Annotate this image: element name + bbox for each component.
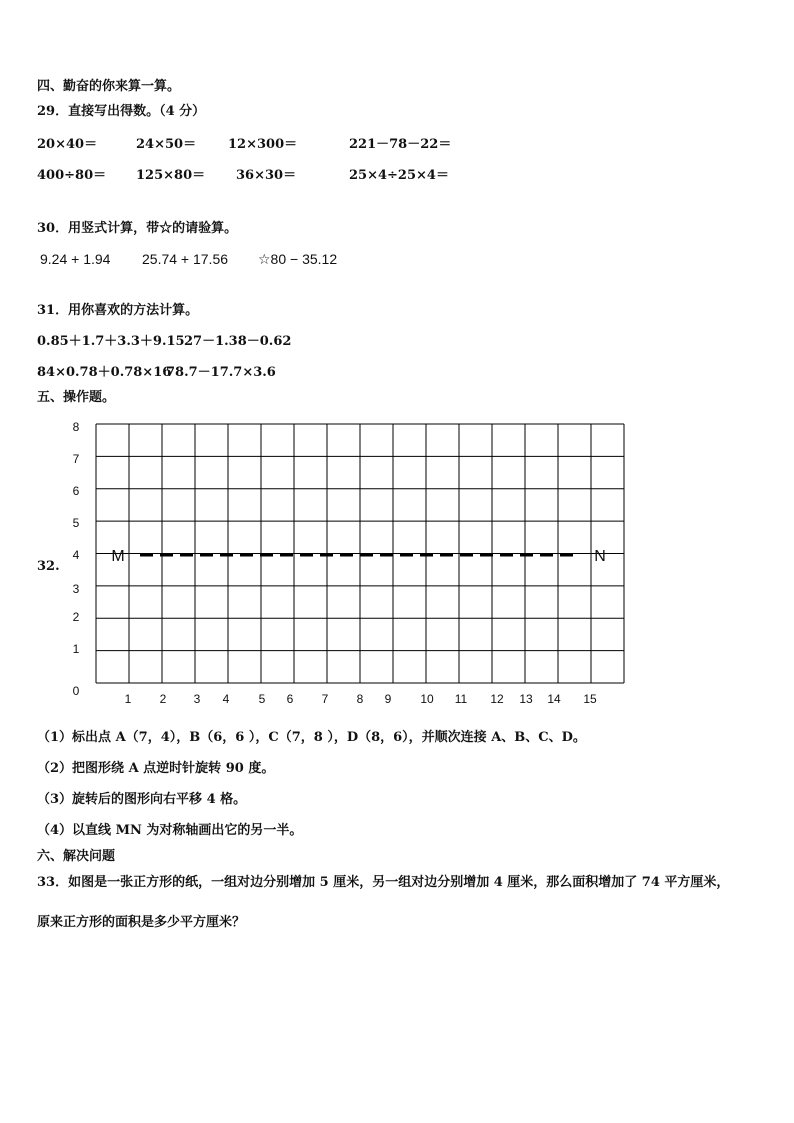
x-tick-label: 13	[519, 692, 533, 706]
question-29-title: 29．直接写出得数。（4 分）	[37, 104, 206, 119]
question-30-title: 30．用竖式计算，带☆的请验算。	[37, 221, 238, 236]
x-tick-label: 10	[420, 692, 434, 706]
q30-item-3: ☆80 − 35.12	[258, 251, 338, 267]
y-tick-label: 7	[72, 452, 80, 466]
q29-item-7: 36×30＝	[236, 168, 297, 183]
section-5-heading: 五、操作题。	[37, 390, 116, 405]
q29-item-4: 221－78－22＝	[349, 137, 452, 152]
question-33-line-2: 原来正方形的面积是多少平方厘米？	[37, 915, 246, 930]
q32-sub-4: （4）以直线 MN 为对称轴画出它的另一半。	[37, 823, 303, 838]
q30-item-2: 25.74 + 17.56	[142, 251, 229, 267]
x-tick-label: 12	[490, 692, 504, 706]
q29-item-2: 24×50＝	[136, 137, 197, 152]
q32-sub-1: （1）标出点 A（7，4），B（6，6 ），C（7，8 ），D（8，6），并顺次连接 A、B、C、D。	[37, 730, 586, 745]
x-tick-label: 3	[193, 692, 201, 706]
y-tick-label: 6	[72, 484, 80, 498]
section-6-heading: 六、解决问题	[37, 849, 116, 864]
x-tick-label: 15	[583, 692, 597, 706]
x-tick-label: 9	[384, 692, 392, 706]
x-tick-label: 5	[258, 692, 266, 706]
question-33-line-1: 33．如图是一张正方形的纸，一组对边分别增加 5 厘米，另一组对边分别增加 4 厘米，那么面积增加了 74 平方厘米，	[37, 875, 730, 890]
q32-sub-3: （3）旋转后的图形向右平移 4 格。	[37, 792, 247, 807]
label-n: N	[594, 548, 606, 565]
x-tick-label: 14	[547, 692, 561, 706]
y-tick-label: 2	[72, 610, 80, 624]
y-tick-label: 4	[72, 548, 80, 562]
question-31-title: 31．用你喜欢的方法计算。	[37, 303, 199, 318]
y-tick-label: 1	[72, 642, 80, 656]
x-tick-label: 4	[222, 692, 230, 706]
x-tick-label: 11	[454, 692, 468, 706]
q29-item-5: 400÷80＝	[37, 168, 107, 183]
x-tick-label: 2	[159, 692, 167, 706]
y-tick-label: 8	[72, 420, 80, 434]
q29-item-8: 25×4÷25×4＝	[349, 168, 449, 183]
y-tick-label: 3	[72, 582, 80, 596]
q32-sub-2: （2）把图形绕 A 点逆时针旋转 90 度。	[37, 761, 275, 776]
q29-item-3: 12×300＝	[228, 137, 298, 152]
q29-item-6: 125×80＝	[136, 168, 206, 183]
y-tick-label: 5	[72, 516, 80, 530]
section-4-heading: 四、勤奋的你来算一算。	[37, 79, 181, 94]
x-tick-label: 8	[356, 692, 364, 706]
q30-item-1: 9.24 + 1.94	[40, 251, 111, 267]
q31-item-4: 78.7－17.7×3.6	[166, 365, 276, 380]
q31-item-2: 27－1.38－0.62	[184, 334, 292, 349]
x-tick-label: 7	[321, 692, 329, 706]
label-m: M	[111, 548, 125, 565]
y-tick-label: 0	[72, 684, 80, 698]
q31-item-3: 84×0.78＋0.78×16	[37, 365, 172, 380]
x-tick-label: 1	[124, 692, 132, 706]
q31-item-1: 0.85＋1.7＋3.3＋9.15	[37, 334, 185, 349]
q29-item-1: 20×40＝	[37, 137, 98, 152]
question-32-number: 32.	[37, 559, 60, 574]
x-tick-label: 6	[286, 692, 294, 706]
